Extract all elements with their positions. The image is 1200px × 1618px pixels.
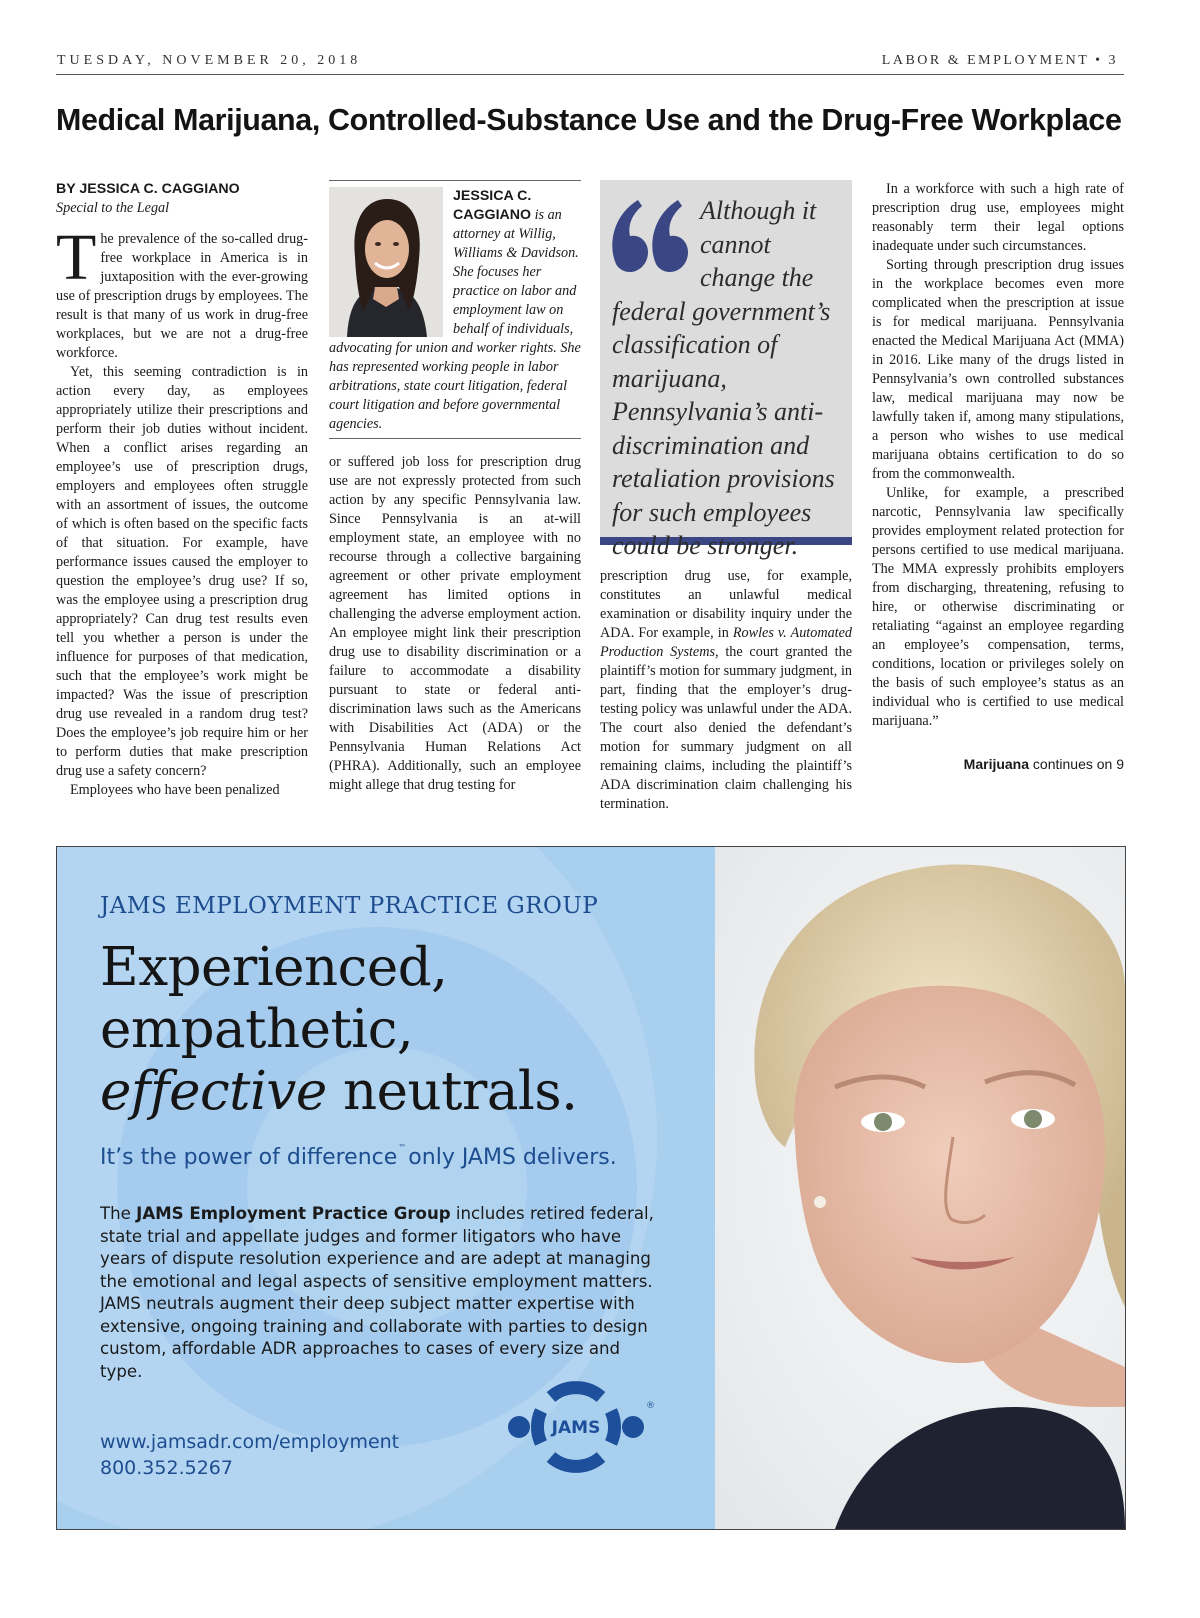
ad-tagline: It’s the power of difference™only JAMS delivers. [100,1143,617,1170]
ad-headline: Experienced, empathetic, effective neutrals. [100,937,578,1122]
woman-portrait-icon [715,847,1125,1529]
jams-advertisement [56,846,1126,1530]
author-photo [329,187,443,337]
article-column-1 [56,180,308,800]
byline-subtitle: Special to the Legal [56,200,170,216]
author-bio-text: is an attorney at Willig, Williams & Davidson. She focuses her practice on labor and employment law on behalf of individuals, advocating for union and worker rights. She has represented working people in labor arbitrations, state court litigation, federal court litigation and before governmental agencies. [329,207,581,432]
ad-group-title: JAMS EMPLOYMENT PRACTICE GROUP [100,893,599,919]
ad-headline-line-2: empathetic, [100,999,414,1060]
article-paragraph: The prevalence of the so-called drug-free workplace in America is in juxtaposition with the ever-growing use of prescription drugs by employees. The result is that many of us work in drug-free workplaces, but we are not a drug-free workforce. [56,221,308,361]
pull-quote-text: Although it cannot change the federal government’s classification of marijuana, Pennsylvania’s anti-discrimination and retaliation provisions for such employees could be stronger. [612,196,835,560]
article-paragraph: Sorting through prescription drug issues in the workplace becomes even more complicated when the prescription at issue is for medical marijuana. Pennsylvania enacted the Medical Marijuana Act (MMA) in 2016. Like many of the drugs listed in Pennsylvania’s own controlled substances law, medical marijuana may now be lawfully taken if, among many stipulations, a person who wishes to use medical marijuana obtains certification to do so from the commonwealth. [872,257,1124,482]
article-paragraph: Unlike, for example, a prescribed narcotic, Pennsylvania law specifically provides employment related protection for persons certified to use medical marijuana. The MMA expressly prohibits employers from discharging, threatening, refusing to hire, or otherwise discriminating or retaliating “against an employee regarding an employee’s compensation, terms, conditions, location or privileges solely on the basis of such employee’s status as an individual who is certified to use medical marijuana.” [872,485,1124,729]
registered-mark: ® [646,1401,655,1411]
ad-website-link[interactable]: www.jamsadr.com/employment [100,1431,400,1453]
header-rule [56,74,1124,75]
ad-text-panel [57,847,715,1529]
ad-headline-line-1: Experienced, [100,937,448,998]
ad-portrait-photo [715,847,1125,1529]
article-column-2 [329,180,581,795]
ad-phone-number: 800.352.5267 [100,1457,233,1479]
author-name: JESSICA C. CAGGIANO [453,188,532,223]
article-paragraph: In a workforce with such a high rate of prescription drug use, employees might reasonably term their legal options inadequate under such circumstances. [872,181,1124,254]
jams-logo-text: JAMS [551,1418,601,1438]
continues-jump-line: Marijuana continues on 9 [963,756,1124,772]
header-section: LABOR & EMPLOYMENT • 3 [881,53,1118,68]
ad-headline-italic: effective [100,1061,327,1122]
ad-body-text: The JAMS Employment Practice Group includes retired federal, state trial and appellate judges and former litigators who have years of dispute resolution experience and are adept at managing the emotional and legal aspects of sensitive employment matters. JAMS neutrals augment their deep subject matter expertise with extensive, ongoing training and collaborate with parties to design custom, affordable ADR approaches to cases of every size and type. [100,1204,654,1381]
case-name: Rowles v. Automated Production Systems [600,625,852,660]
header-date: TUESDAY, NOVEMBER 20, 2018 [57,53,362,68]
article-paragraph: prescription drug use, for example, constitutes an unlawful medical examination or disability inquiry under the ADA. For example, in Rowles v. Automated Production Systems, the court granted the plaintiff’s motion for summary judgment, in part, finding that the employer’s drug-testing policy was unlawful under the ADA. The court also denied the defendant’s motion for summary judgment on all remaining claims, including the plaintiff’s ADA discrimination claim challenging his termination. [600,568,852,812]
drop-cap: T [56,221,97,294]
jams-logo-icon [505,1375,655,1475]
author-bio-box [329,180,581,439]
article-paragraph: or suffered job loss for prescription drug use are not expressly protected from such action by any specific Pennsylvania law. Since Pennsylvania is an at-will employment state, an employee with no recourse through a collective bargaining agreement or other private employment agreement has limited options in challenging the adverse employment action. An employee might link their prescription drug use to disability discrimination or a failure to accommodate a disability pursuant to state or federal anti-discrimination laws such as the Americans with Disabilities Act (ADA) or the Pennsylvania Human Relations Act (PHRA). Additionally, such an employee might allege that drug testing for [329,454,581,793]
pull-quote-box [600,180,852,560]
article-paragraph: Employees who have been penalized [70,782,280,798]
byline: BY JESSICA C. CAGGIANO [56,181,240,197]
article-headline: Medical Marijuana, Controlled-Substance Use and the Drug-Free Workplace [56,103,1122,137]
author-portrait-icon [329,187,443,337]
article-column-4 [872,180,1124,774]
article-paragraph: Yet, this seeming contradiction is in action every day, as employees appropriately utilize their prescriptions and perform their job duties without incident. When a conflict arises regarding an employee’s use of prescription drugs, employers and employees often struggle with an assortment of issues, the outcome of which is often based on the specific facts of that situation. For example, have performance issues caused the employer to question the employee’s drug use? If so, was the employee using a prescription drug appropriately? Can drug test results even tell you whether a person is under the influence for purposes of that medication, such that the employee’s work might be impacted? Was the issue of prescription drug use revealed in a random drug test? Does the employee’s job require him or her to perform duties that make prescription drug use a safety concern? [56,364,308,779]
article-column-3 [600,180,852,814]
